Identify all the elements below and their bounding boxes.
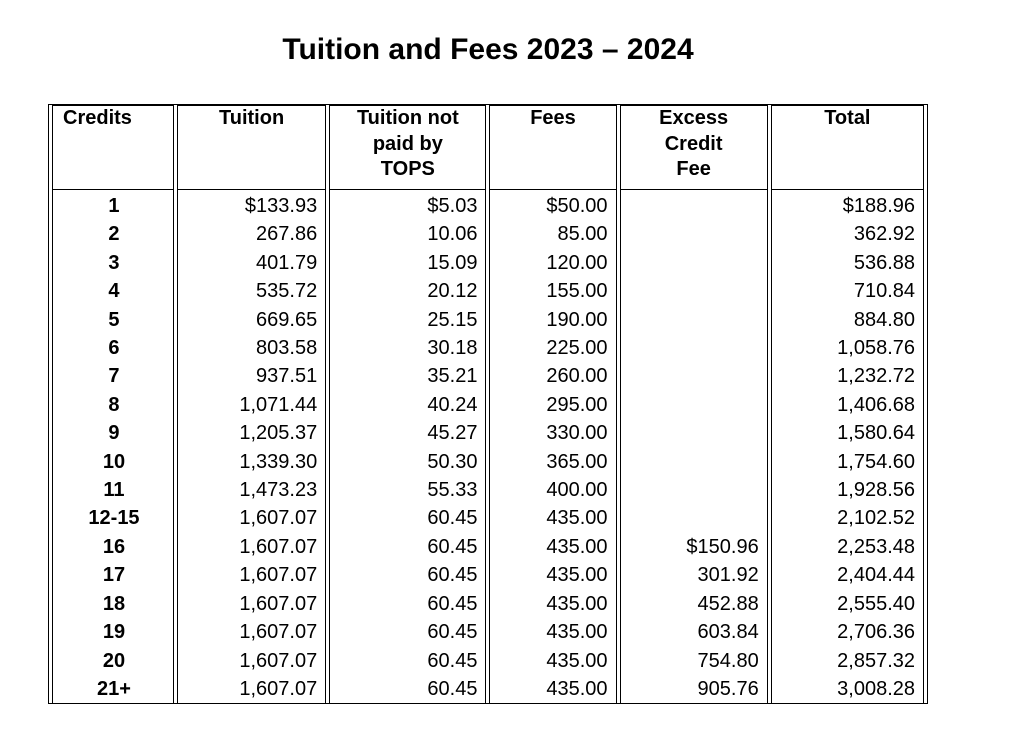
excess-credit-fee-cell: 301.92	[620, 561, 768, 589]
tuition-not-paid-by-tops-cell: 10.06	[329, 220, 486, 248]
total-cell: 1,058.76	[771, 334, 924, 362]
credits-cell: 19	[52, 618, 174, 646]
credits-cell: 6	[52, 334, 174, 362]
table-row	[52, 448, 924, 476]
tuition-not-paid-by-tops-cell: 60.45	[329, 647, 486, 675]
excess-credit-fee-cell	[620, 504, 768, 532]
tuition-cell: 267.86	[177, 220, 326, 248]
table-row	[52, 220, 924, 248]
table-row	[52, 561, 924, 589]
page-title: Tuition and Fees 2023 – 2024	[282, 33, 694, 66]
tuition-not-paid-by-tops-cell: 45.27	[329, 419, 486, 447]
excess-credit-fee-cell: 754.80	[620, 647, 768, 675]
credits-cell: 11	[52, 476, 174, 504]
total-cell: 1,754.60	[771, 448, 924, 476]
fees-cell: 435.00	[489, 561, 616, 589]
fees-cell: 85.00	[489, 220, 616, 248]
tuition-not-paid-by-tops-cell: 25.15	[329, 306, 486, 334]
table-row	[52, 504, 924, 532]
tuition-cell: 937.51	[177, 362, 326, 390]
tuition-cell: 535.72	[177, 277, 326, 305]
table-row	[52, 675, 924, 703]
table-row	[52, 334, 924, 362]
credits-cell: 8	[52, 391, 174, 419]
credits-cell: 10	[52, 448, 174, 476]
fees-cell: 365.00	[489, 448, 616, 476]
credits-cell: 5	[52, 306, 174, 334]
excess-credit-fee-cell	[620, 391, 768, 419]
table-row	[52, 533, 924, 561]
credits-cell: 12-15	[52, 504, 174, 532]
column-header-credits: Credits	[52, 105, 174, 189]
table-row	[52, 277, 924, 305]
credits-cell: 18	[52, 590, 174, 618]
tuition-not-paid-by-tops-cell: 60.45	[329, 561, 486, 589]
total-cell: 2,102.52	[771, 504, 924, 532]
column-header-excess-credit-fee: Excess Credit Fee	[620, 105, 768, 189]
fees-cell: 435.00	[489, 675, 616, 703]
table-row	[52, 618, 924, 646]
fees-cell: 435.00	[489, 504, 616, 532]
fees-cell: 155.00	[489, 277, 616, 305]
fees-cell: 225.00	[489, 334, 616, 362]
total-cell: 2,706.36	[771, 618, 924, 646]
total-cell: 1,928.56	[771, 476, 924, 504]
table-row	[52, 189, 924, 220]
table-header-row	[52, 105, 924, 189]
credits-cell: 4	[52, 277, 174, 305]
excess-credit-fee-cell: 905.76	[620, 675, 768, 703]
total-cell: 3,008.28	[771, 675, 924, 703]
tuition-fees-table	[48, 104, 928, 704]
excess-credit-fee-cell	[620, 419, 768, 447]
excess-credit-fee-cell	[620, 277, 768, 305]
table-body	[52, 189, 924, 703]
table-row	[52, 391, 924, 419]
total-cell: 1,580.64	[771, 419, 924, 447]
credits-cell: 2	[52, 220, 174, 248]
tuition-cell: 803.58	[177, 334, 326, 362]
excess-credit-fee-cell: 452.88	[620, 590, 768, 618]
tuition-cell: 1,607.07	[177, 618, 326, 646]
table-row	[52, 362, 924, 390]
tuition-not-paid-by-tops-cell: 60.45	[329, 533, 486, 561]
excess-credit-fee-cell	[620, 306, 768, 334]
tuition-not-paid-by-tops-cell: 60.45	[329, 504, 486, 532]
excess-credit-fee-cell: 603.84	[620, 618, 768, 646]
credits-cell: 17	[52, 561, 174, 589]
column-header-tuition-not-paid-by-tops: Tuition not paid by TOPS	[329, 105, 486, 189]
total-cell: 536.88	[771, 249, 924, 277]
excess-credit-fee-cell	[620, 189, 768, 220]
fees-cell: 435.00	[489, 590, 616, 618]
tuition-not-paid-by-tops-cell: $5.03	[329, 189, 486, 220]
table-row	[52, 647, 924, 675]
column-header-tuition: Tuition	[177, 105, 326, 189]
fees-cell: 120.00	[489, 249, 616, 277]
excess-credit-fee-cell: $150.96	[620, 533, 768, 561]
total-cell: 2,555.40	[771, 590, 924, 618]
tuition-not-paid-by-tops-cell: 15.09	[329, 249, 486, 277]
fees-cell: 295.00	[489, 391, 616, 419]
table-row	[52, 590, 924, 618]
tuition-cell: 1,607.07	[177, 504, 326, 532]
fees-cell: 435.00	[489, 533, 616, 561]
tuition-cell: 1,071.44	[177, 391, 326, 419]
tuition-not-paid-by-tops-cell: 60.45	[329, 590, 486, 618]
excess-credit-fee-cell	[620, 448, 768, 476]
fees-cell: 400.00	[489, 476, 616, 504]
total-cell: 710.84	[771, 277, 924, 305]
tuition-cell: 1,607.07	[177, 647, 326, 675]
total-cell: 1,232.72	[771, 362, 924, 390]
tuition-not-paid-by-tops-cell: 55.33	[329, 476, 486, 504]
credits-cell: 16	[52, 533, 174, 561]
total-cell: 2,253.48	[771, 533, 924, 561]
credits-cell: 9	[52, 419, 174, 447]
tuition-cell: 1,339.30	[177, 448, 326, 476]
credits-cell: 21+	[52, 675, 174, 703]
total-cell: 2,404.44	[771, 561, 924, 589]
fees-cell: 260.00	[489, 362, 616, 390]
table-row	[52, 476, 924, 504]
tuition-not-paid-by-tops-cell: 40.24	[329, 391, 486, 419]
tuition-not-paid-by-tops-cell: 60.45	[329, 618, 486, 646]
column-header-total: Total	[771, 105, 924, 189]
tuition-not-paid-by-tops-cell: 60.45	[329, 675, 486, 703]
tuition-cell: 1,205.37	[177, 419, 326, 447]
total-cell: 362.92	[771, 220, 924, 248]
table-row	[52, 419, 924, 447]
tuition-cell: 1,607.07	[177, 533, 326, 561]
tuition-cell: 1,607.07	[177, 561, 326, 589]
fees-cell: 190.00	[489, 306, 616, 334]
fees-cell: 435.00	[489, 618, 616, 646]
credits-cell: 3	[52, 249, 174, 277]
tuition-cell: 1,607.07	[177, 675, 326, 703]
tuition-not-paid-by-tops-cell: 30.18	[329, 334, 486, 362]
fees-cell: $50.00	[489, 189, 616, 220]
tuition-cell: 401.79	[177, 249, 326, 277]
table-row	[52, 306, 924, 334]
tuition-cell: 1,607.07	[177, 590, 326, 618]
excess-credit-fee-cell	[620, 362, 768, 390]
credits-cell: 20	[52, 647, 174, 675]
tuition-cell: 669.65	[177, 306, 326, 334]
total-cell: $188.96	[771, 189, 924, 220]
excess-credit-fee-cell	[620, 476, 768, 504]
tuition-cell: 1,473.23	[177, 476, 326, 504]
total-cell: 1,406.68	[771, 391, 924, 419]
table-row	[52, 249, 924, 277]
tuition-not-paid-by-tops-cell: 35.21	[329, 362, 486, 390]
tuition-cell: $133.93	[177, 189, 326, 220]
total-cell: 2,857.32	[771, 647, 924, 675]
credits-cell: 1	[52, 189, 174, 220]
excess-credit-fee-cell	[620, 220, 768, 248]
fees-cell: 435.00	[489, 647, 616, 675]
tuition-not-paid-by-tops-cell: 50.30	[329, 448, 486, 476]
excess-credit-fee-cell	[620, 334, 768, 362]
fees-cell: 330.00	[489, 419, 616, 447]
excess-credit-fee-cell	[620, 249, 768, 277]
credits-cell: 7	[52, 362, 174, 390]
total-cell: 884.80	[771, 306, 924, 334]
column-header-fees: Fees	[489, 105, 616, 189]
tuition-not-paid-by-tops-cell: 20.12	[329, 277, 486, 305]
